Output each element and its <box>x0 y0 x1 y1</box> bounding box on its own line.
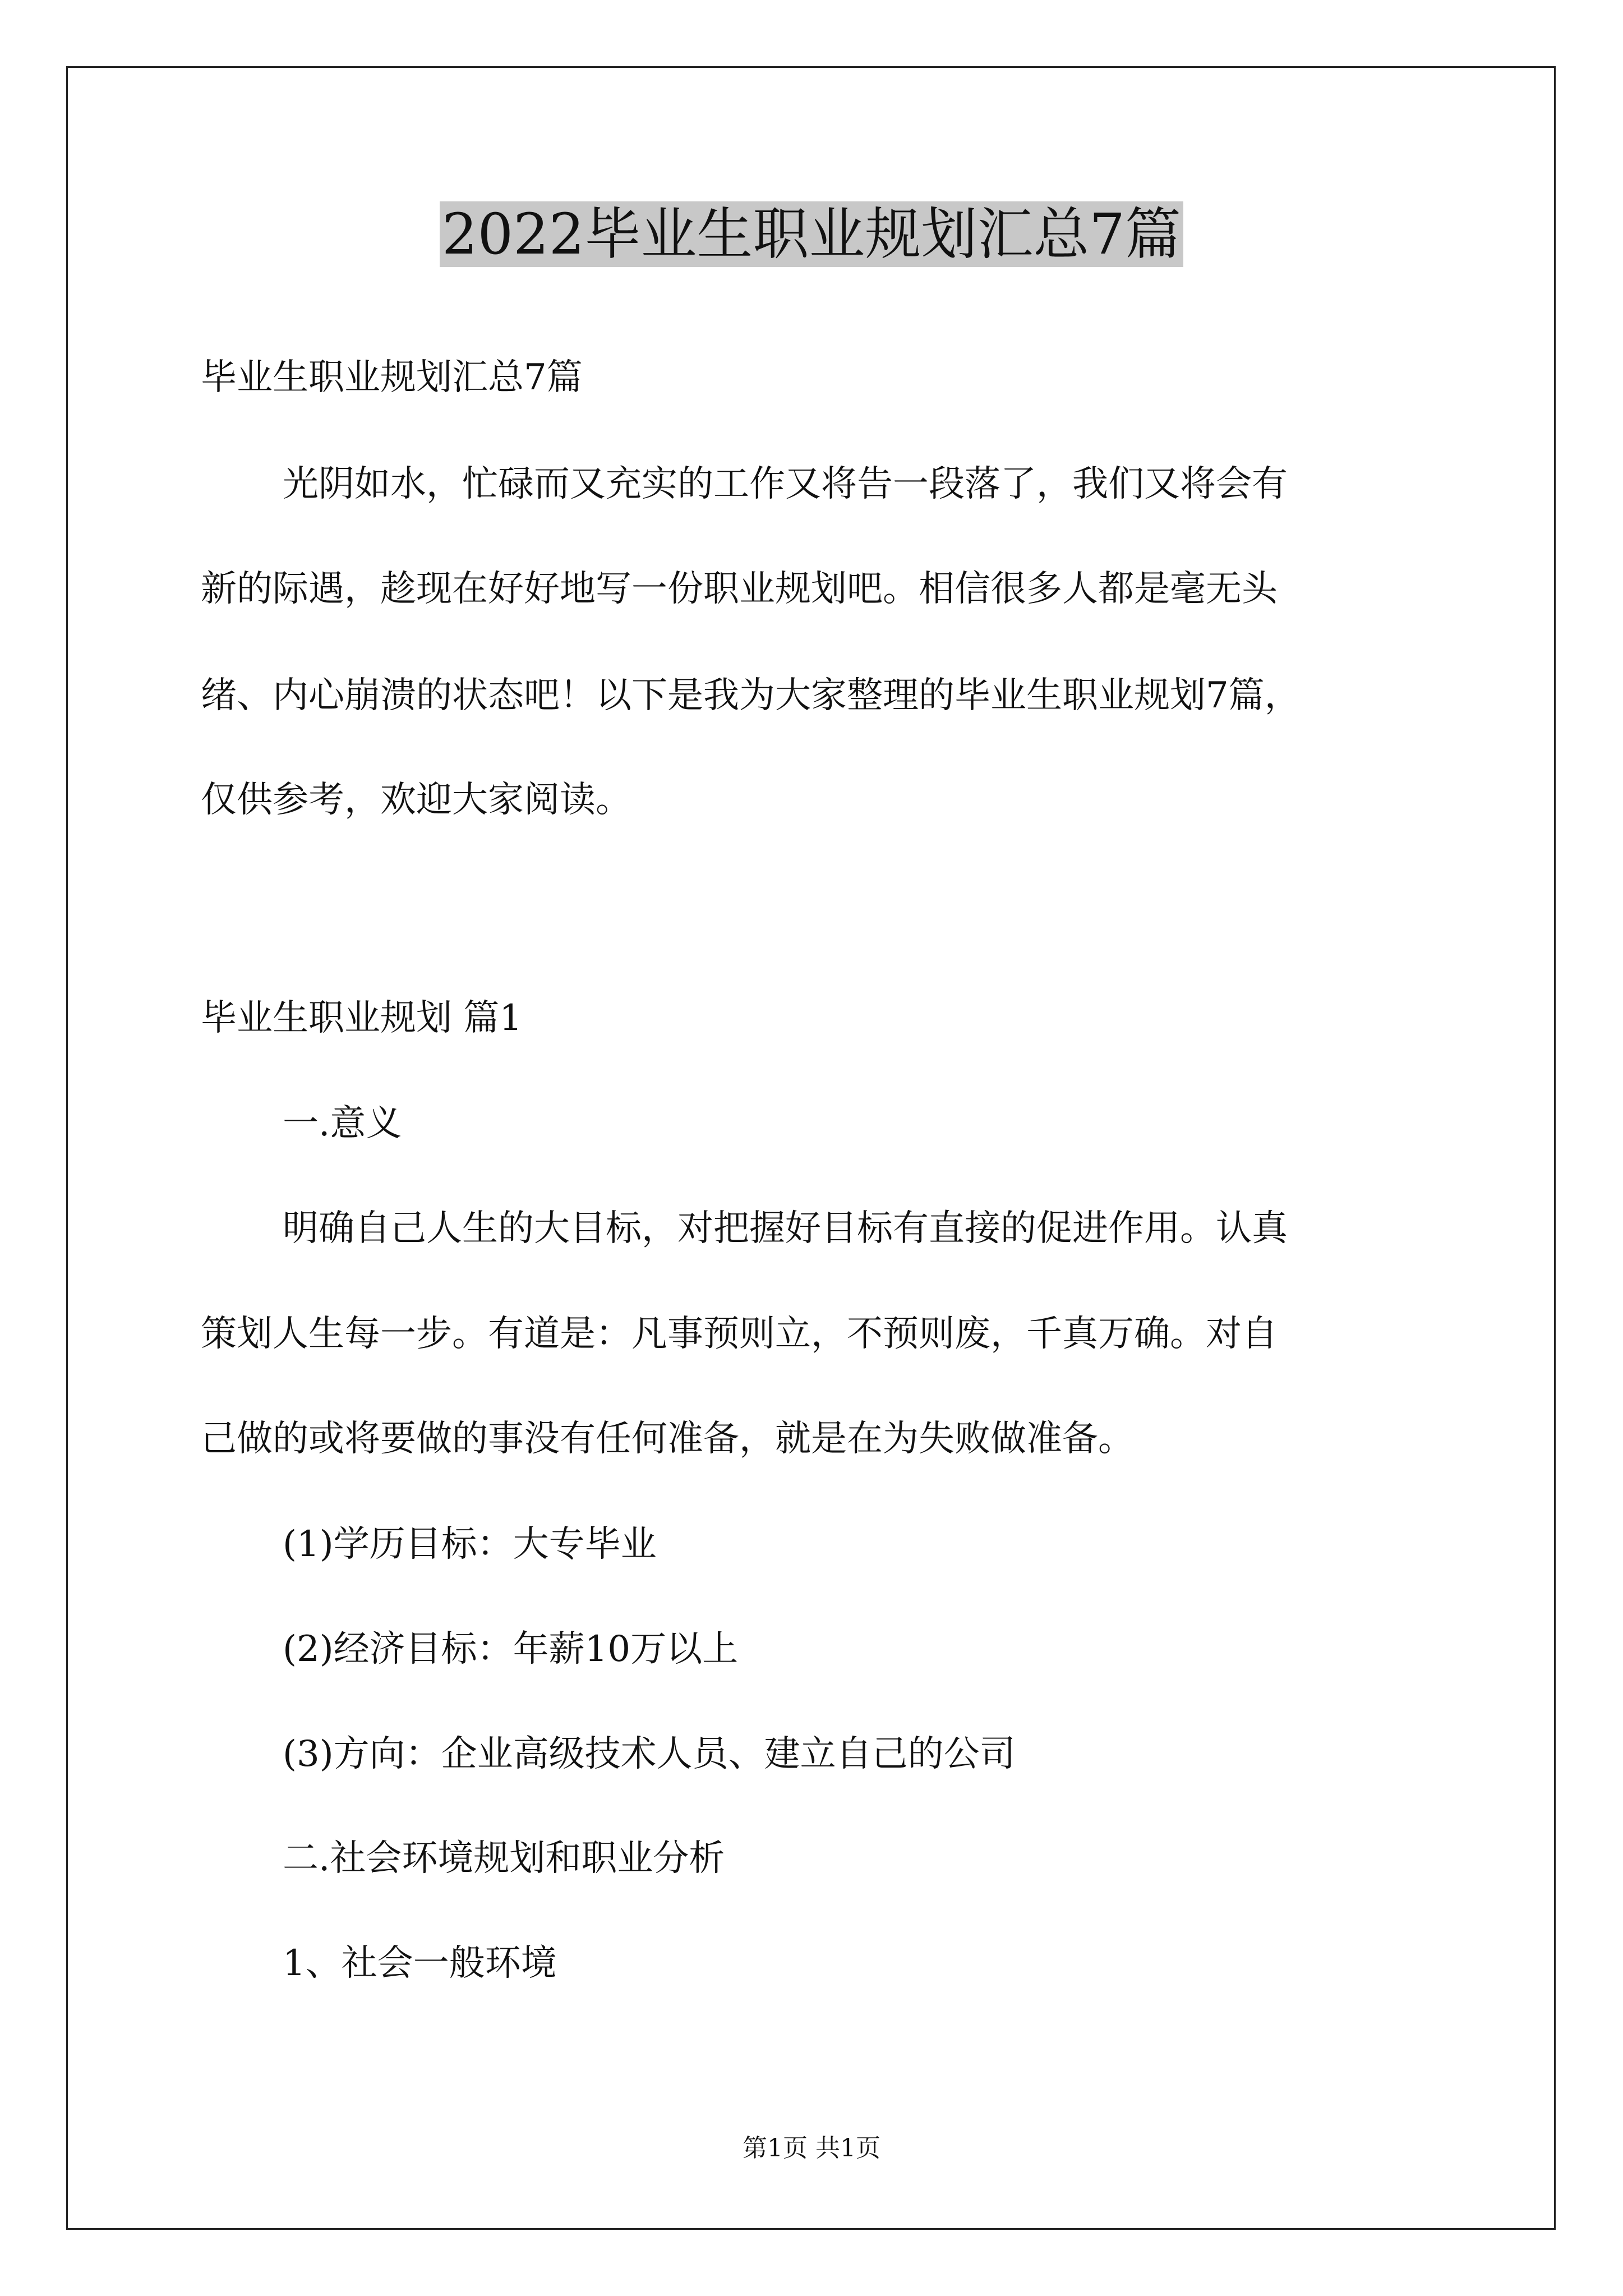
section-heading: 毕业生职业规划 篇1 <box>201 997 523 1039</box>
document-subtitle: 毕业生职业规划汇总7篇 <box>201 357 583 398</box>
document-title-text: 2022毕业生职业规划汇总7篇 <box>440 201 1183 267</box>
intro-line-4: 仅供参考，欢迎大家阅读。 <box>201 779 631 821</box>
part1-heading: 一.意义 <box>283 1103 402 1144</box>
page-footer: 第1页 共1页 <box>743 2134 880 2162</box>
intro-line-3: 绪、内心崩溃的状态吧！以下是我为大家整理的毕业生职业规划7篇， <box>201 675 1301 716</box>
part2-subheading: 1、社会一般环境 <box>283 1943 557 1984</box>
goal-item-1: (1)学历目标：大专毕业 <box>283 1524 657 1565</box>
goal-item-2: (2)经济目标：年薪10万以上 <box>283 1628 739 1670</box>
part1-line-1: 明确自己人生的大目标，对把握好目标有直接的促进作用。认真 <box>283 1208 1288 1249</box>
part2-heading: 二.社会环境规划和职业分析 <box>283 1838 725 1879</box>
document-title <box>0 195 1623 274</box>
part1-line-2: 策划人生每一步。有道是：凡事预则立，不预则废，千真万确。对自 <box>201 1313 1278 1355</box>
part1-line-3: 己做的或将要做的事没有任何准备，就是在为失败做准备。 <box>201 1418 1134 1460</box>
intro-line-1: 光阴如水，忙碌而又充实的工作又将告一段落了，我们又将会有 <box>283 463 1288 505</box>
goal-item-3: (3)方向：企业高级技术人员、建立自己的公司 <box>283 1733 1016 1775</box>
intro-line-2: 新的际遇，趁现在好好地写一份职业规划吧。相信很多人都是毫无头 <box>201 568 1278 610</box>
